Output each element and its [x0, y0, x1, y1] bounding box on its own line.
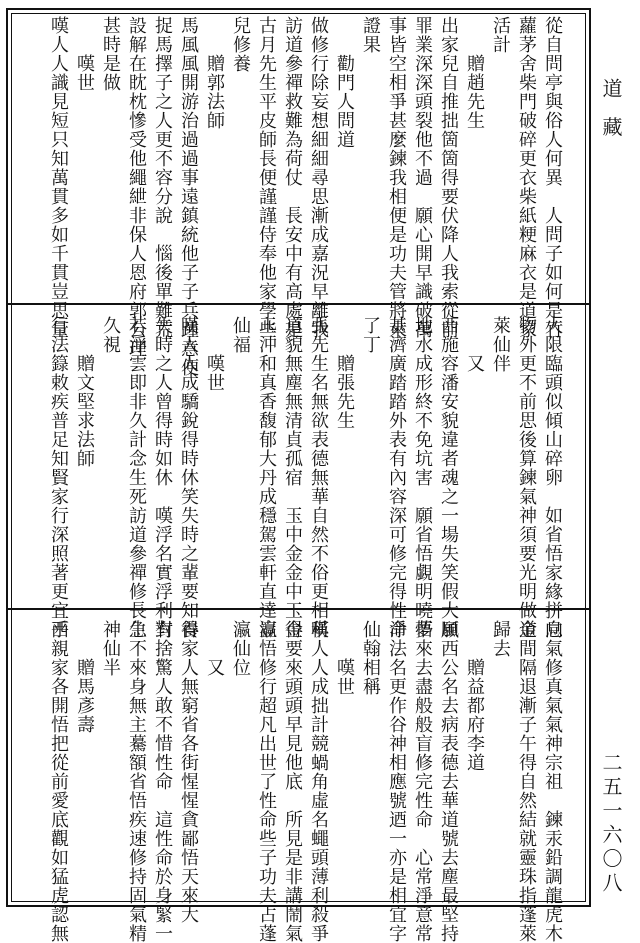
text-column: 失時之人曾得時如休 嘆浮名實浮利有	[152, 316, 173, 639]
text-column: 贈郭法師	[204, 16, 225, 130]
text-column: 歸去	[490, 620, 511, 658]
text-column: 仙翰相稱	[360, 620, 381, 696]
text-column: 了丁	[360, 316, 381, 354]
text-column: 甚濟廣踏踏外表有內容深可修完得性命	[386, 316, 407, 639]
text-column: 道貌無塵無清貞孤宿 玉中金金中玉金	[282, 316, 303, 639]
text-column: 做修行除妄想細細尋思漸成嘉況早離我	[308, 16, 329, 339]
text-column: 設解在眈枕慘受他繩紲非保人恩府郭公理	[126, 16, 147, 358]
text-column: 訪道參禪救難為荷仗 長安中有高處是	[282, 16, 303, 339]
text-column: 養家人無窮省各街惺惺貪鄙悟天來大	[178, 620, 199, 924]
text-column: 活計	[490, 16, 511, 54]
text-column: 嘆世	[74, 16, 95, 92]
text-column: 息氣修真氣氣神宗祖 鍊汞鉛調龍虎木	[542, 620, 563, 943]
text-column: 古月先生平皮師長便謹謹侍奉他家學些	[256, 16, 277, 339]
text-column: 贈張先生	[334, 316, 355, 430]
text-column: 甚時是做	[100, 16, 121, 92]
text-column: 嘆世	[334, 620, 355, 696]
text-column: 西施容潘安貌違者魂之一場失笑假大風	[438, 316, 459, 639]
text-column: 行法籙敕疾普足知賢家行深照著更宜乎	[48, 316, 69, 639]
text-column: 贈馬彥壽	[74, 620, 95, 734]
text-column: 仙福	[230, 316, 251, 354]
text-column: 證果	[360, 16, 381, 54]
text-column: 萊仙伴	[490, 316, 511, 373]
text-column: 地水成形終不免坑害 願省悟覷明曉夢	[412, 316, 433, 639]
text-column: 得要來頭頭早見他底 所見是非講鬧氣	[282, 620, 303, 943]
text-column: 出家兒自推拙箇箇得要伏降人我索從前	[438, 16, 459, 339]
text-column: 玉沖和真香馥郁大丹成穩駕雲軒直達瀛	[256, 316, 277, 639]
text-column: 瀛仙位	[230, 620, 251, 677]
margin-page-number: 二五一六〇八	[599, 752, 623, 896]
text-column: 罪業深深頭裂他不過 願心開早識破萬	[412, 16, 433, 339]
text-column: 從自問亭與俗人何異 人問子如何是竹	[542, 16, 563, 339]
margin-title: 道 藏	[599, 78, 623, 143]
text-column: 事皆空相爭甚麼鍊我相便是功夫管將來	[386, 16, 407, 339]
text-column: 願西公名去病表德去華道號去塵最堅持	[438, 620, 459, 943]
text-column: 大限臨頭似傾山碎卵 如省悟家緣拼向	[542, 316, 563, 639]
text-column: 馬風風開游治過過事遠鎮統他子子兵踵意便	[178, 16, 199, 377]
text-column: 物外更不前思後算鍊氣神須要光明做道	[516, 316, 537, 639]
text-column: 贈益都府李道	[464, 620, 485, 772]
text-column: 兒修養	[230, 16, 251, 73]
text-column: 嘆人人成拙計競蝸角虛名蠅頭薄利殺爭	[308, 620, 329, 943]
text-column: 若浮雲即非久計念生死訪道參禪修長生	[126, 316, 147, 639]
text-column: 贈文堅求法師	[74, 316, 95, 468]
text-column: 又	[204, 620, 225, 677]
text-column: 又	[464, 316, 485, 373]
text-column: 嘆人人識見短只知萬貫多如千貫豈思量	[48, 16, 69, 339]
text-column: 急不來身無主驀額省悟疾速修持固氣精	[126, 620, 147, 943]
text-column: 贈趙先生	[464, 16, 485, 130]
text-column: 捉馬擇子之人更不容分說 惱後單難荒	[152, 16, 173, 339]
text-column: 神仙半	[100, 620, 121, 677]
text-column: 西親家各開悟把從前愛底觀如猛虎認無	[48, 620, 69, 943]
text-column: 張先生名無欲表德無華自然不俗更相稱	[308, 316, 329, 639]
text-column: 豈悟修行超凡出世了性命些子功夫占蓬	[256, 620, 277, 943]
text-column: 嘆人人成驕銳得時休笑失時之輩要知得	[178, 316, 199, 639]
text-column: 蘿茅舍柴門破碎更衣柴紙粳麻衣是道家	[516, 16, 537, 339]
text-column: 悟來去盡般般盲修完性命 心常淨意常	[412, 620, 433, 943]
text-column: 久視	[100, 316, 121, 354]
text-column: 勸門人問道	[334, 16, 355, 149]
text-column: 淨法名更作谷神相應號迺一亦是相宜字	[386, 620, 407, 943]
text-column: 金間隔退漸子午得自然結就靈珠指蓬萊	[516, 620, 537, 943]
text-column: 對捨驚人敢不惜性命 這性命於身緊一	[152, 620, 173, 943]
text-column: 嘆世	[204, 316, 225, 392]
